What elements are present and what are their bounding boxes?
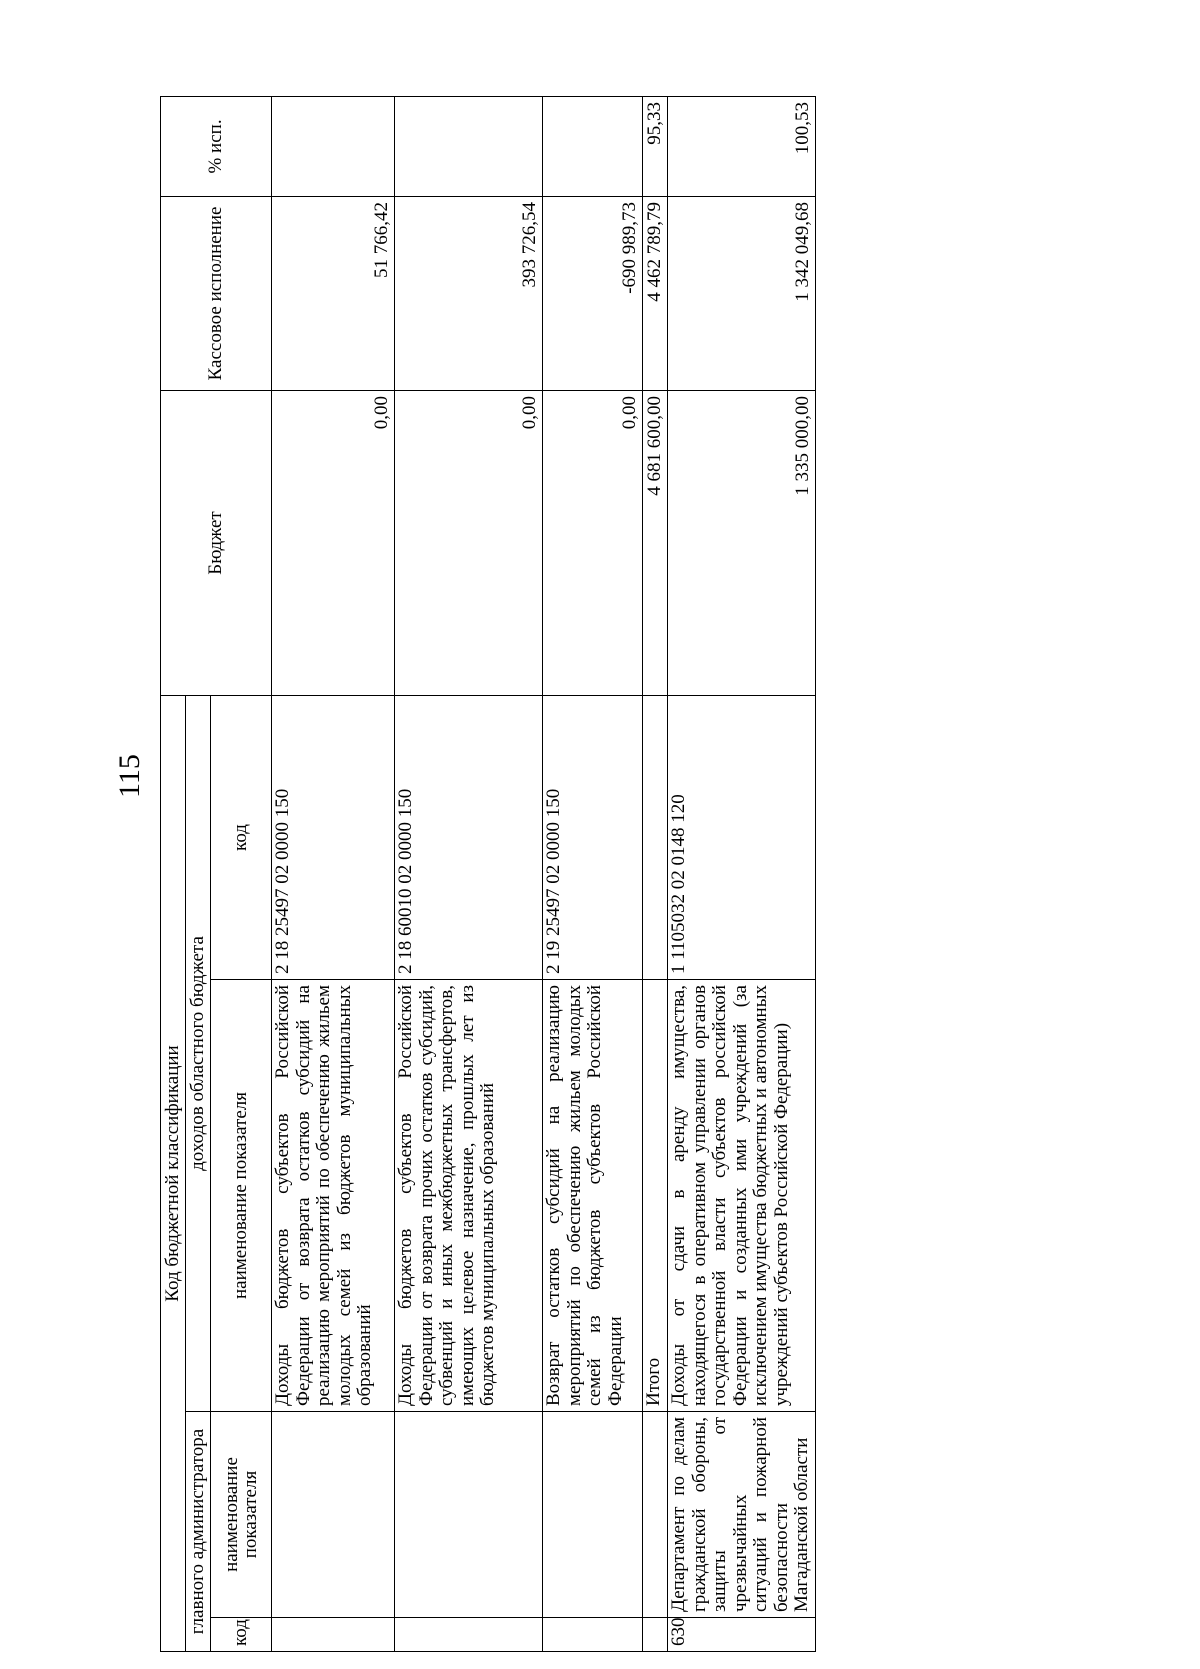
- revenue-name-cell: Доходы бюджетов субъектов Российской Федерации от возврата остатков субсидий на реализацию мероприятий по обеспечению жильем молодых семей из бюджетов муниципальных образований: [272, 980, 395, 1412]
- rotated-table-container: [160, 97, 814, 1652]
- table-row: [543, 96, 643, 1651]
- page-number: 115: [113, 754, 146, 798]
- cash-cell: 51 766,42: [272, 196, 395, 390]
- header-row-1: [161, 96, 186, 1651]
- total-cash-cell: 4 462 789,79: [643, 196, 668, 390]
- revenue-code-cell: 2 19 25497 02 0000 150: [543, 695, 643, 979]
- table-row: [668, 96, 816, 1651]
- header-classification: Код бюджетной классификации: [161, 695, 186, 1651]
- header-cash: Кассовое исполнение: [161, 196, 272, 390]
- percent-cell: [543, 96, 643, 196]
- total-row: [643, 96, 668, 1651]
- admin-name-cell: [643, 1412, 668, 1618]
- header-admin-group: главного администратора: [186, 1412, 211, 1652]
- admin-code-cell: [543, 1618, 643, 1652]
- admin-name-cell: Департамент по делам гражданской обороны, защиты от чрезвычайных ситуаций и пожарной безопасности Магаданской области: [668, 1412, 816, 1618]
- cash-cell: 1 342 049,68: [668, 196, 816, 390]
- admin-code-cell: [395, 1618, 543, 1652]
- cash-cell: 393 726,54: [395, 196, 543, 390]
- header-admin-name: наименование показателя: [211, 1412, 272, 1618]
- total-budget-cell: 4 681 600,00: [643, 390, 668, 695]
- admin-code-cell: [272, 1618, 395, 1652]
- admin-name-cell: [543, 1412, 643, 1618]
- admin-code-cell: 630: [668, 1618, 816, 1652]
- budget-cell: 0,00: [395, 390, 543, 695]
- cash-cell: -690 989,73: [543, 196, 643, 390]
- admin-code-cell: [643, 1618, 668, 1652]
- budget-table: [160, 96, 816, 1652]
- revenue-code-cell: [643, 695, 668, 979]
- table-row: [395, 96, 543, 1651]
- revenue-name-cell: Доходы от сдачи в аренду имущества, находящегося в оперативном управлении органов государственной власти субъектов российской Федерации и созданных ими учреждений (за исключением имущества бюджетных и автономных учреждений субъектов Российской Федерации): [668, 980, 816, 1412]
- header-revenue-code: код: [211, 695, 272, 979]
- percent-cell: [272, 96, 395, 196]
- revenue-code-cell: 1 1105032 02 0148 120: [668, 695, 816, 979]
- header-admin-code: код: [211, 1618, 272, 1652]
- revenue-name-cell: Возврат остатков субсидий на реализацию мероприятий по обеспечению жильем молодых семей из бюджетов субъектов Российской Федерации: [543, 980, 643, 1412]
- percent-cell: [395, 96, 543, 196]
- total-label: Итого: [643, 980, 668, 1412]
- revenue-code-cell: 2 18 25497 02 0000 150: [272, 695, 395, 979]
- admin-name-cell: [395, 1412, 543, 1618]
- table-row: [272, 96, 395, 1651]
- revenue-code-cell: 2 18 60010 02 0000 150: [395, 695, 543, 979]
- budget-cell: 0,00: [543, 390, 643, 695]
- header-budget: Бюджет: [161, 390, 272, 695]
- budget-cell: 1 335 000,00: [668, 390, 816, 695]
- revenue-name-cell: Доходы бюджетов субъектов Российской Федерации от возврата прочих остатков субсидий, субвенций и иных межбюджетных трансфертов, имеющих целевое назначение, прошлых лет из бюджетов муниципальных образований: [395, 980, 543, 1412]
- header-revenue-name: наименование показателя: [211, 980, 272, 1412]
- header-percent: % исп.: [161, 96, 272, 196]
- admin-name-cell: [272, 1412, 395, 1618]
- total-percent-cell: 95,33: [643, 96, 668, 196]
- percent-cell: 100,53: [668, 96, 816, 196]
- budget-cell: 0,00: [272, 390, 395, 695]
- header-revenue-group: доходов областного бюджета: [186, 695, 211, 1411]
